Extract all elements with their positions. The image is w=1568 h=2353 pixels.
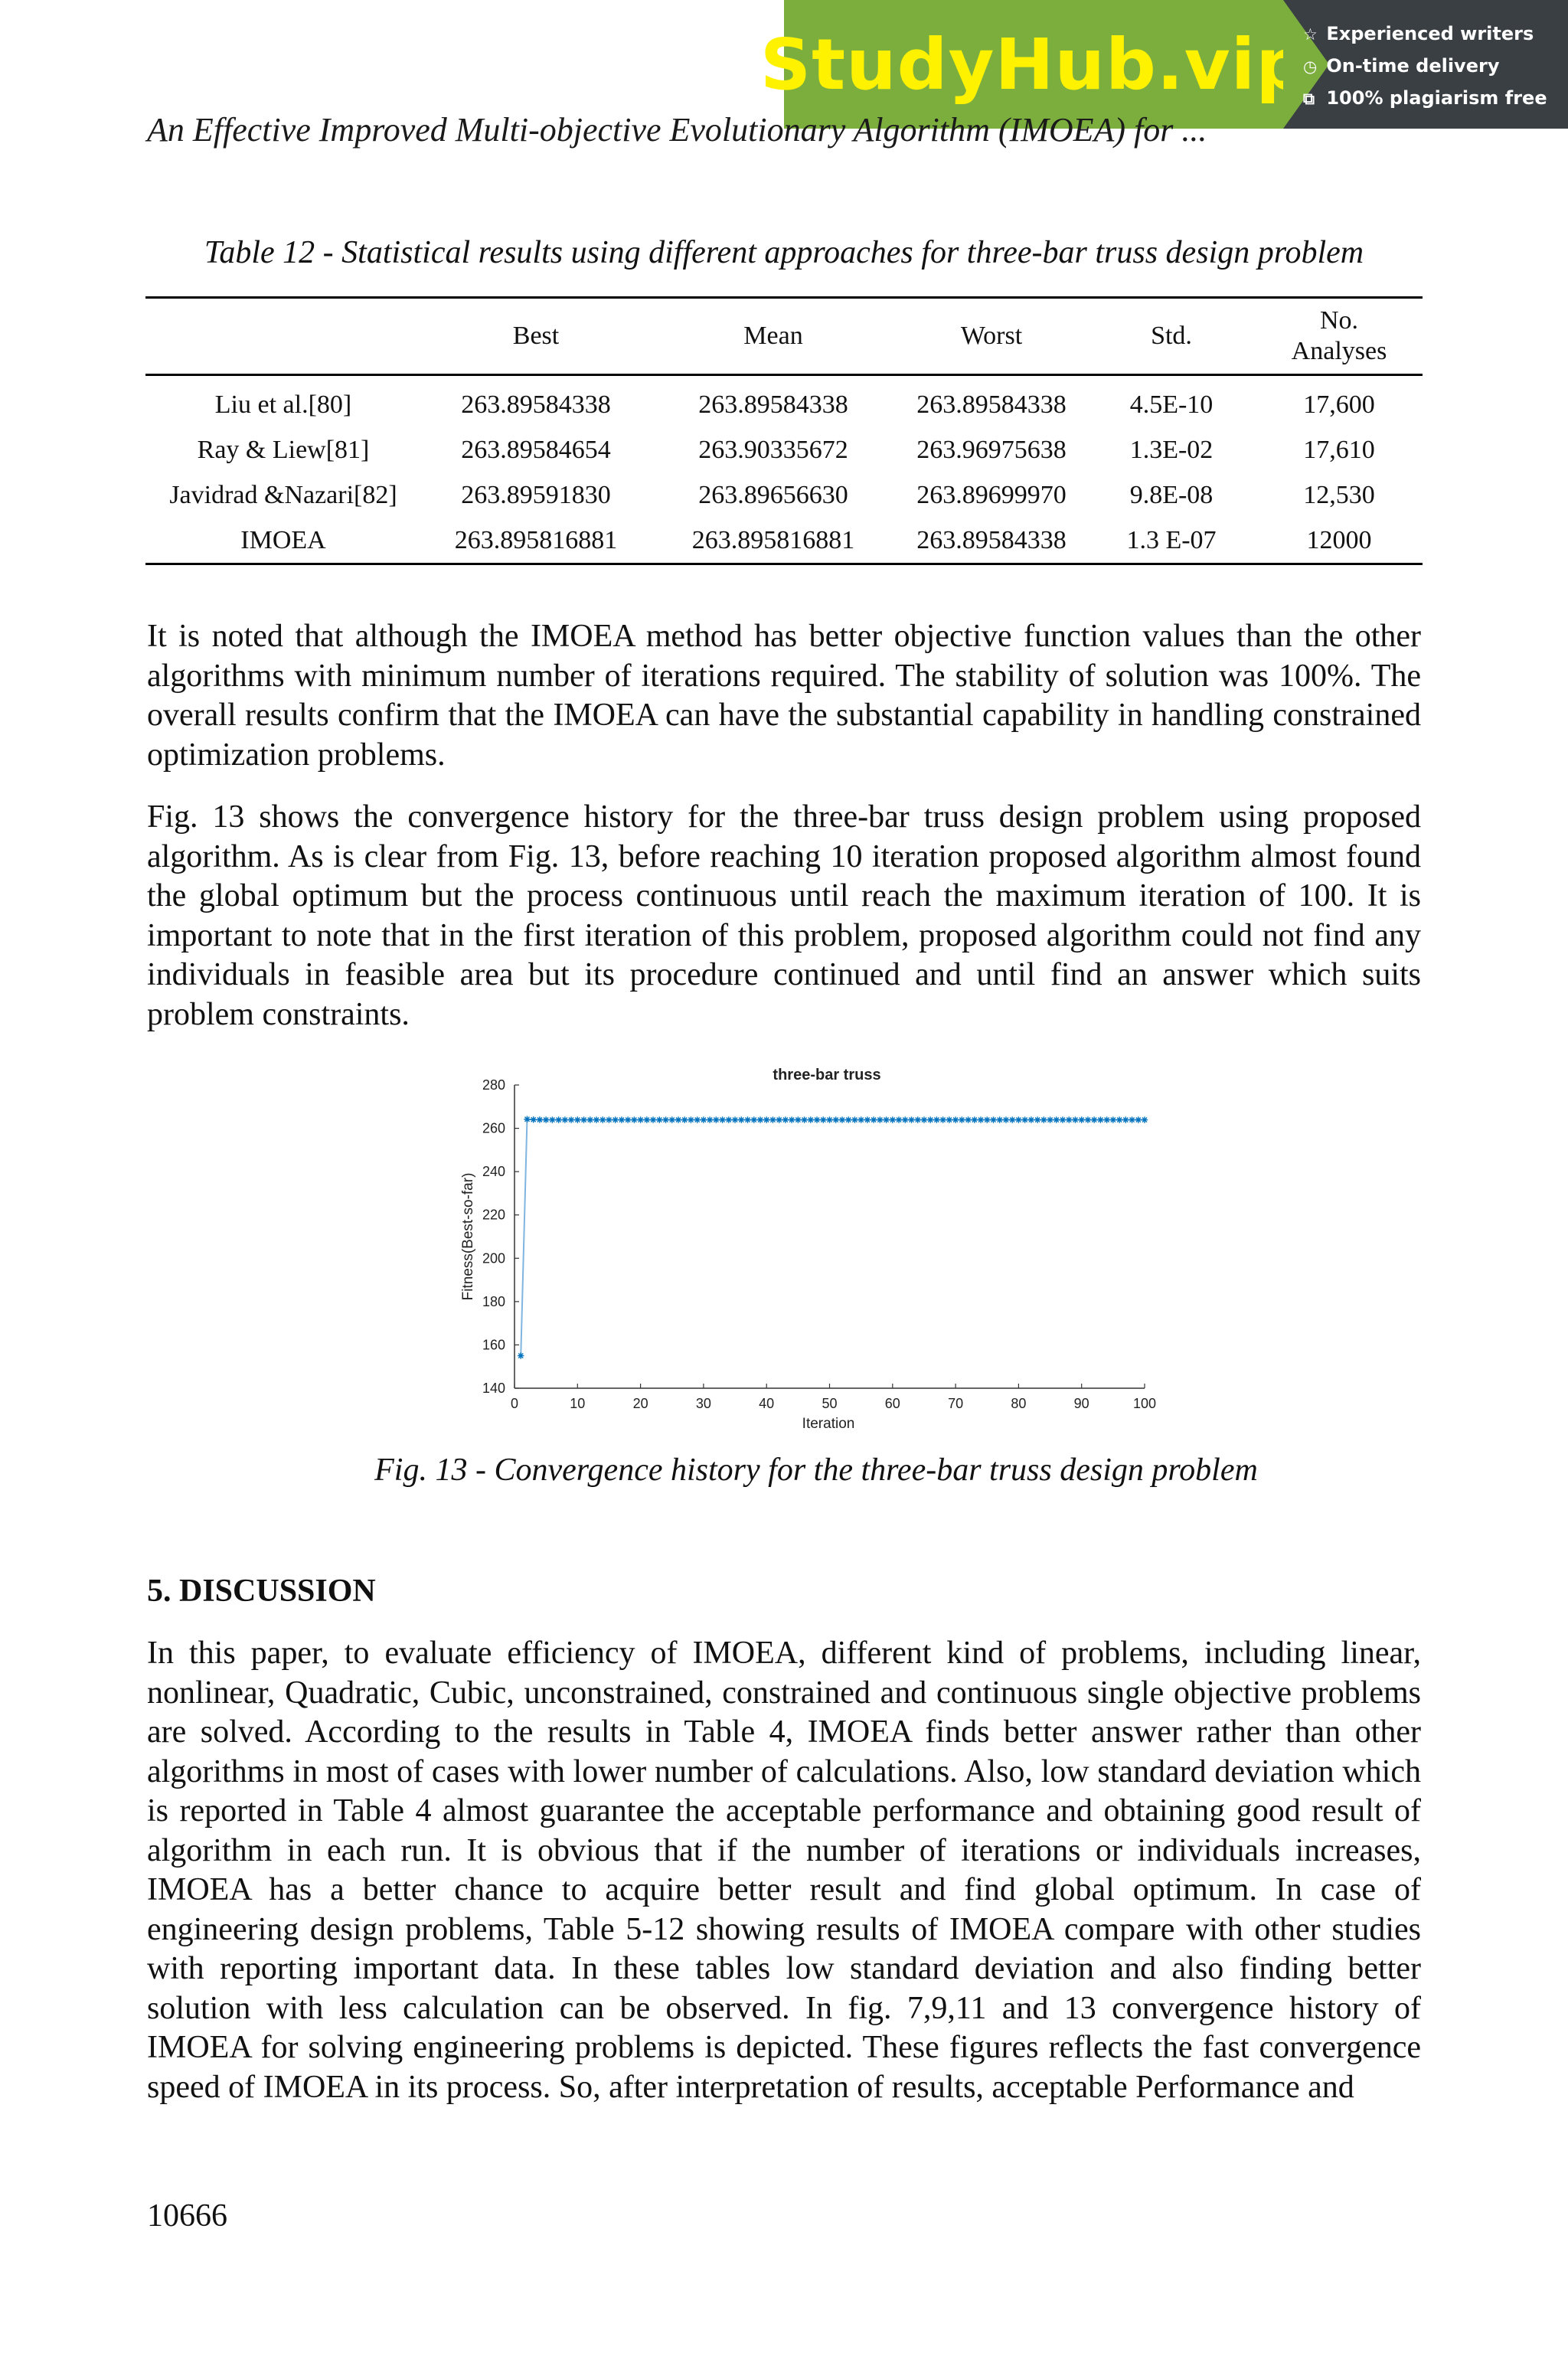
data-point <box>1097 1116 1103 1123</box>
table-cell: 263.89699970 <box>916 480 1067 509</box>
x-tick-label: 0 <box>510 1396 519 1411</box>
data-point <box>972 1116 978 1123</box>
table-row <box>145 427 1423 472</box>
clock-icon: ◷ <box>1303 57 1318 76</box>
y-tick-label: 260 <box>482 1120 505 1136</box>
table-cell: 263.96975638 <box>916 435 1067 464</box>
table-cell: 17,610 <box>1303 435 1375 464</box>
data-point <box>599 1116 606 1123</box>
data-point <box>662 1116 668 1123</box>
data-point <box>1009 1116 1015 1123</box>
header-cell: Best <box>512 322 560 350</box>
data-point <box>751 1116 757 1123</box>
x-tick-label: 80 <box>1011 1396 1027 1411</box>
chart-title: three-bar truss <box>773 1067 881 1083</box>
star-icon: ☆ <box>1303 25 1318 44</box>
y-tick-label: 180 <box>482 1293 505 1309</box>
data-point <box>606 1116 612 1123</box>
data-point <box>1110 1116 1116 1123</box>
data-point <box>877 1116 883 1123</box>
paragraph-convergence: Fig. 13 shows the convergence history for the three-bar truss design problem using proposed algorithm. As is clear from Fig. 13, before reaching 10 iteration proposed algorithm almost found the global optimum but the process continuous until reach the maximum iteration of 100. It is important to note that in the first iteration of this problem, proposed algorithm could not find any individuals in feasible area but its procedure continued and until find an answer which suits problem constraints. <box>147 799 1421 1032</box>
chart-axes <box>482 1077 1156 1411</box>
table-cell: 1.3 E-07 <box>1126 525 1217 554</box>
x-tick-label: 20 <box>632 1396 648 1411</box>
x-tick-label: 60 <box>884 1396 900 1411</box>
data-point <box>719 1116 725 1123</box>
x-tick-label: 10 <box>570 1396 586 1411</box>
data-point <box>1047 1116 1053 1123</box>
studyhub-banner[interactable] <box>760 0 1568 129</box>
data-point <box>1122 1116 1129 1123</box>
data-point <box>1040 1116 1047 1123</box>
data-point <box>726 1116 732 1123</box>
data-point <box>839 1116 845 1123</box>
table-cell: 263.89584338 <box>916 390 1067 419</box>
data-point <box>543 1116 549 1123</box>
data-point <box>946 1116 952 1123</box>
table-cell: 263.895816881 <box>454 525 618 554</box>
data-point <box>795 1116 801 1123</box>
data-point <box>669 1116 675 1123</box>
data-point <box>915 1116 921 1123</box>
data-point <box>713 1116 719 1123</box>
data-point <box>896 1116 902 1123</box>
data-point <box>530 1116 536 1123</box>
data-point <box>1054 1116 1060 1123</box>
paragraph-discussion: In this paper, to evaluate efficiency of IMOEA, different kind of problems, including linear, nonlinear, Quadratic, Cubic, unconstrained, constrained and continuous single objective problems are solved. According to the results in Table 4, IMOEA finds better answer rather than other algorithms in most of cases with lower number of calculations. Also, low standard deviation which is reported in Table 4 almost guarantee the acceptable performance and obtaining good result of algorithm in each run. It is obvious that if the number of iterations or individuals increases, IMOEA has a better chance to acquire better result and find global optimum. In case of engineering design problems, Table 5-12 showing results of IMOEA compare with other studies with reporting important data. In these tables low standard deviation and also finding better solution with less calculation can be observed. In fig. 7,9,11 and 13 convergence history of IMOEA for solving engineering problems is depicted. These figures reflects the fast convergence speed of IMOEA in its process. So, after interpretation of results, acceptable Performance and <box>147 1636 1421 2105</box>
data-point <box>927 1116 933 1123</box>
data-point <box>1116 1116 1122 1123</box>
data-point <box>814 1116 820 1123</box>
data-point <box>1103 1116 1109 1123</box>
data-point <box>820 1116 826 1123</box>
table-cell: Javidrad &Nazari[82] <box>169 480 397 509</box>
data-point <box>612 1116 618 1123</box>
data-point <box>701 1116 707 1123</box>
data-point <box>738 1116 744 1123</box>
x-tick-label: 70 <box>948 1396 964 1411</box>
data-point <box>776 1116 782 1123</box>
data-point <box>1135 1116 1142 1123</box>
data-point <box>1091 1116 1097 1123</box>
data-point <box>1028 1116 1034 1123</box>
paragraph-results-summary: It is noted that although the IMOEA method has better objective function values than the other algorithms with minimum number of iterations required. The stability of solution was 100%. The overall results confirm that the IMOEA can have the substantial capability in handling constrained optimization problems. <box>147 619 1421 773</box>
data-point <box>939 1116 946 1123</box>
data-point <box>978 1116 984 1123</box>
data-point <box>1003 1116 1009 1123</box>
data-point <box>644 1116 650 1123</box>
data-point <box>656 1116 662 1123</box>
data-point <box>789 1116 795 1123</box>
data-point <box>808 1116 814 1123</box>
data-point <box>518 1352 524 1358</box>
data-point <box>688 1116 694 1123</box>
data-point <box>959 1116 965 1123</box>
header-cell: No. Analyses <box>1291 306 1387 365</box>
data-point <box>1079 1116 1085 1123</box>
header-cell: Worst <box>960 322 1023 350</box>
y-tick-label: 240 <box>482 1164 505 1180</box>
header-cell: Std. <box>1151 322 1192 350</box>
data-point <box>568 1116 574 1123</box>
page-number: 10666 <box>147 2198 227 2234</box>
data-point <box>997 1116 1003 1123</box>
table-cell: 263.89591830 <box>461 480 611 509</box>
table-cell: Liu et al.[80] <box>214 390 352 419</box>
data-point <box>851 1116 858 1123</box>
data-point <box>769 1116 776 1123</box>
data-point <box>1021 1116 1027 1123</box>
data-point <box>732 1116 738 1123</box>
header-cell <box>145 298 421 375</box>
table-cell: 263.89656630 <box>698 480 848 509</box>
data-point <box>990 1116 996 1123</box>
data-point <box>933 1116 939 1123</box>
table-header-row <box>145 298 1423 375</box>
data-point <box>562 1116 568 1123</box>
data-point <box>952 1116 959 1123</box>
data-point <box>1034 1116 1040 1123</box>
data-point <box>921 1116 927 1123</box>
data-point <box>1015 1116 1021 1123</box>
feature-label: 100% plagiarism free <box>1326 87 1547 109</box>
x-tick-label: 50 <box>822 1396 838 1411</box>
data-point <box>549 1116 555 1123</box>
data-point <box>524 1116 530 1122</box>
table-cell: 12000 <box>1306 525 1372 554</box>
banner-logo-panel <box>760 0 1308 129</box>
y-tick-label: 160 <box>482 1337 505 1353</box>
table-row <box>145 518 1423 564</box>
table-cell: 263.89584338 <box>461 390 611 419</box>
data-point <box>675 1116 681 1123</box>
table-cell: IMOEA <box>240 525 326 554</box>
chart-svg <box>452 1053 1171 1436</box>
copy-icon: ⧉ <box>1303 90 1315 108</box>
data-point <box>631 1116 637 1123</box>
data-point <box>1142 1116 1148 1123</box>
section-title: 5. DISCUSSION <box>147 1574 376 1609</box>
data-point <box>537 1116 543 1123</box>
data-point <box>883 1116 889 1123</box>
data-point <box>555 1116 561 1123</box>
data-point <box>845 1116 851 1123</box>
data-point <box>763 1116 769 1123</box>
table-cell: 263.89584338 <box>916 525 1067 554</box>
data-point <box>619 1116 625 1123</box>
table-cell: 9.8E-08 <box>1129 480 1214 509</box>
data-point <box>1072 1116 1078 1123</box>
data-point <box>744 1116 750 1123</box>
data-point <box>694 1116 700 1123</box>
figure-caption: Fig. 13 - Convergence history for the three-bar truss design problem <box>374 1453 1258 1488</box>
data-point <box>637 1116 643 1123</box>
data-point <box>858 1116 864 1123</box>
x-tick-label: 40 <box>759 1396 775 1411</box>
data-point <box>681 1116 688 1123</box>
data-point <box>593 1116 599 1123</box>
data-point <box>650 1116 656 1123</box>
data-point <box>625 1116 631 1123</box>
y-tick-label: 200 <box>482 1250 505 1266</box>
feature-label: Experienced writers <box>1326 23 1534 44</box>
feature-experienced-writers <box>1303 18 1547 51</box>
table-caption: Table 12 - Statistical results using different approaches for three-bar truss design problem <box>204 235 1364 270</box>
data-point <box>801 1116 807 1123</box>
data-point <box>1085 1116 1091 1123</box>
feature-label: On-time delivery <box>1326 55 1500 77</box>
x-tick-label: 100 <box>1132 1396 1157 1411</box>
feature-on-time-delivery <box>1303 51 1547 83</box>
table-cell: 263.89584338 <box>698 390 848 419</box>
data-point <box>1129 1116 1135 1123</box>
table-cell: 263.90335672 <box>698 435 848 464</box>
data-point <box>890 1116 896 1123</box>
header-cell: Mean <box>743 322 803 350</box>
data-point <box>864 1116 871 1123</box>
table-cell: 263.89584654 <box>461 435 611 464</box>
table-cell: 1.3E-02 <box>1129 435 1214 464</box>
statistics-table <box>145 296 1423 565</box>
y-axis-label: Fitness(Best-so-far) <box>460 1172 476 1301</box>
table-cell: 17,600 <box>1303 390 1375 419</box>
data-point <box>707 1116 713 1123</box>
table-cell: 263.895816881 <box>691 525 855 554</box>
data-point <box>984 1116 990 1123</box>
data-point <box>574 1116 580 1123</box>
table-row <box>145 375 1423 428</box>
x-tick-label: 90 <box>1073 1396 1089 1411</box>
studyhub-logo: StudyHub.vip <box>760 23 1308 106</box>
banner-features <box>1303 18 1547 115</box>
data-point <box>587 1116 593 1123</box>
feature-plagiarism-free <box>1303 83 1547 115</box>
running-title: An Effective Improved Multi-objective Evolutionary Algorithm (IMOEA) for ... <box>147 111 1207 149</box>
y-tick-label: 280 <box>482 1077 505 1093</box>
data-point <box>908 1116 914 1123</box>
data-point <box>1066 1116 1072 1123</box>
table-cell: Ray & Liew[81] <box>197 435 370 464</box>
data-point <box>965 1116 971 1123</box>
y-tick-label: 220 <box>482 1207 505 1223</box>
series-line <box>521 1119 1145 1356</box>
table-row <box>145 472 1423 518</box>
table-cell: 12,530 <box>1303 480 1375 509</box>
x-tick-label: 30 <box>695 1396 711 1411</box>
data-point <box>826 1116 832 1123</box>
y-tick-label: 140 <box>482 1381 505 1396</box>
data-point <box>902 1116 908 1123</box>
data-point <box>871 1116 877 1123</box>
data-point <box>580 1116 586 1123</box>
x-axis-label: Iteration <box>802 1416 855 1432</box>
data-point <box>1060 1116 1066 1123</box>
data-point <box>782 1116 789 1123</box>
data-point <box>833 1116 839 1123</box>
table-cell: 4.5E-10 <box>1129 390 1214 419</box>
data-point <box>757 1116 763 1123</box>
convergence-chart <box>452 1053 1171 1436</box>
chart-marks <box>518 1116 1148 1358</box>
